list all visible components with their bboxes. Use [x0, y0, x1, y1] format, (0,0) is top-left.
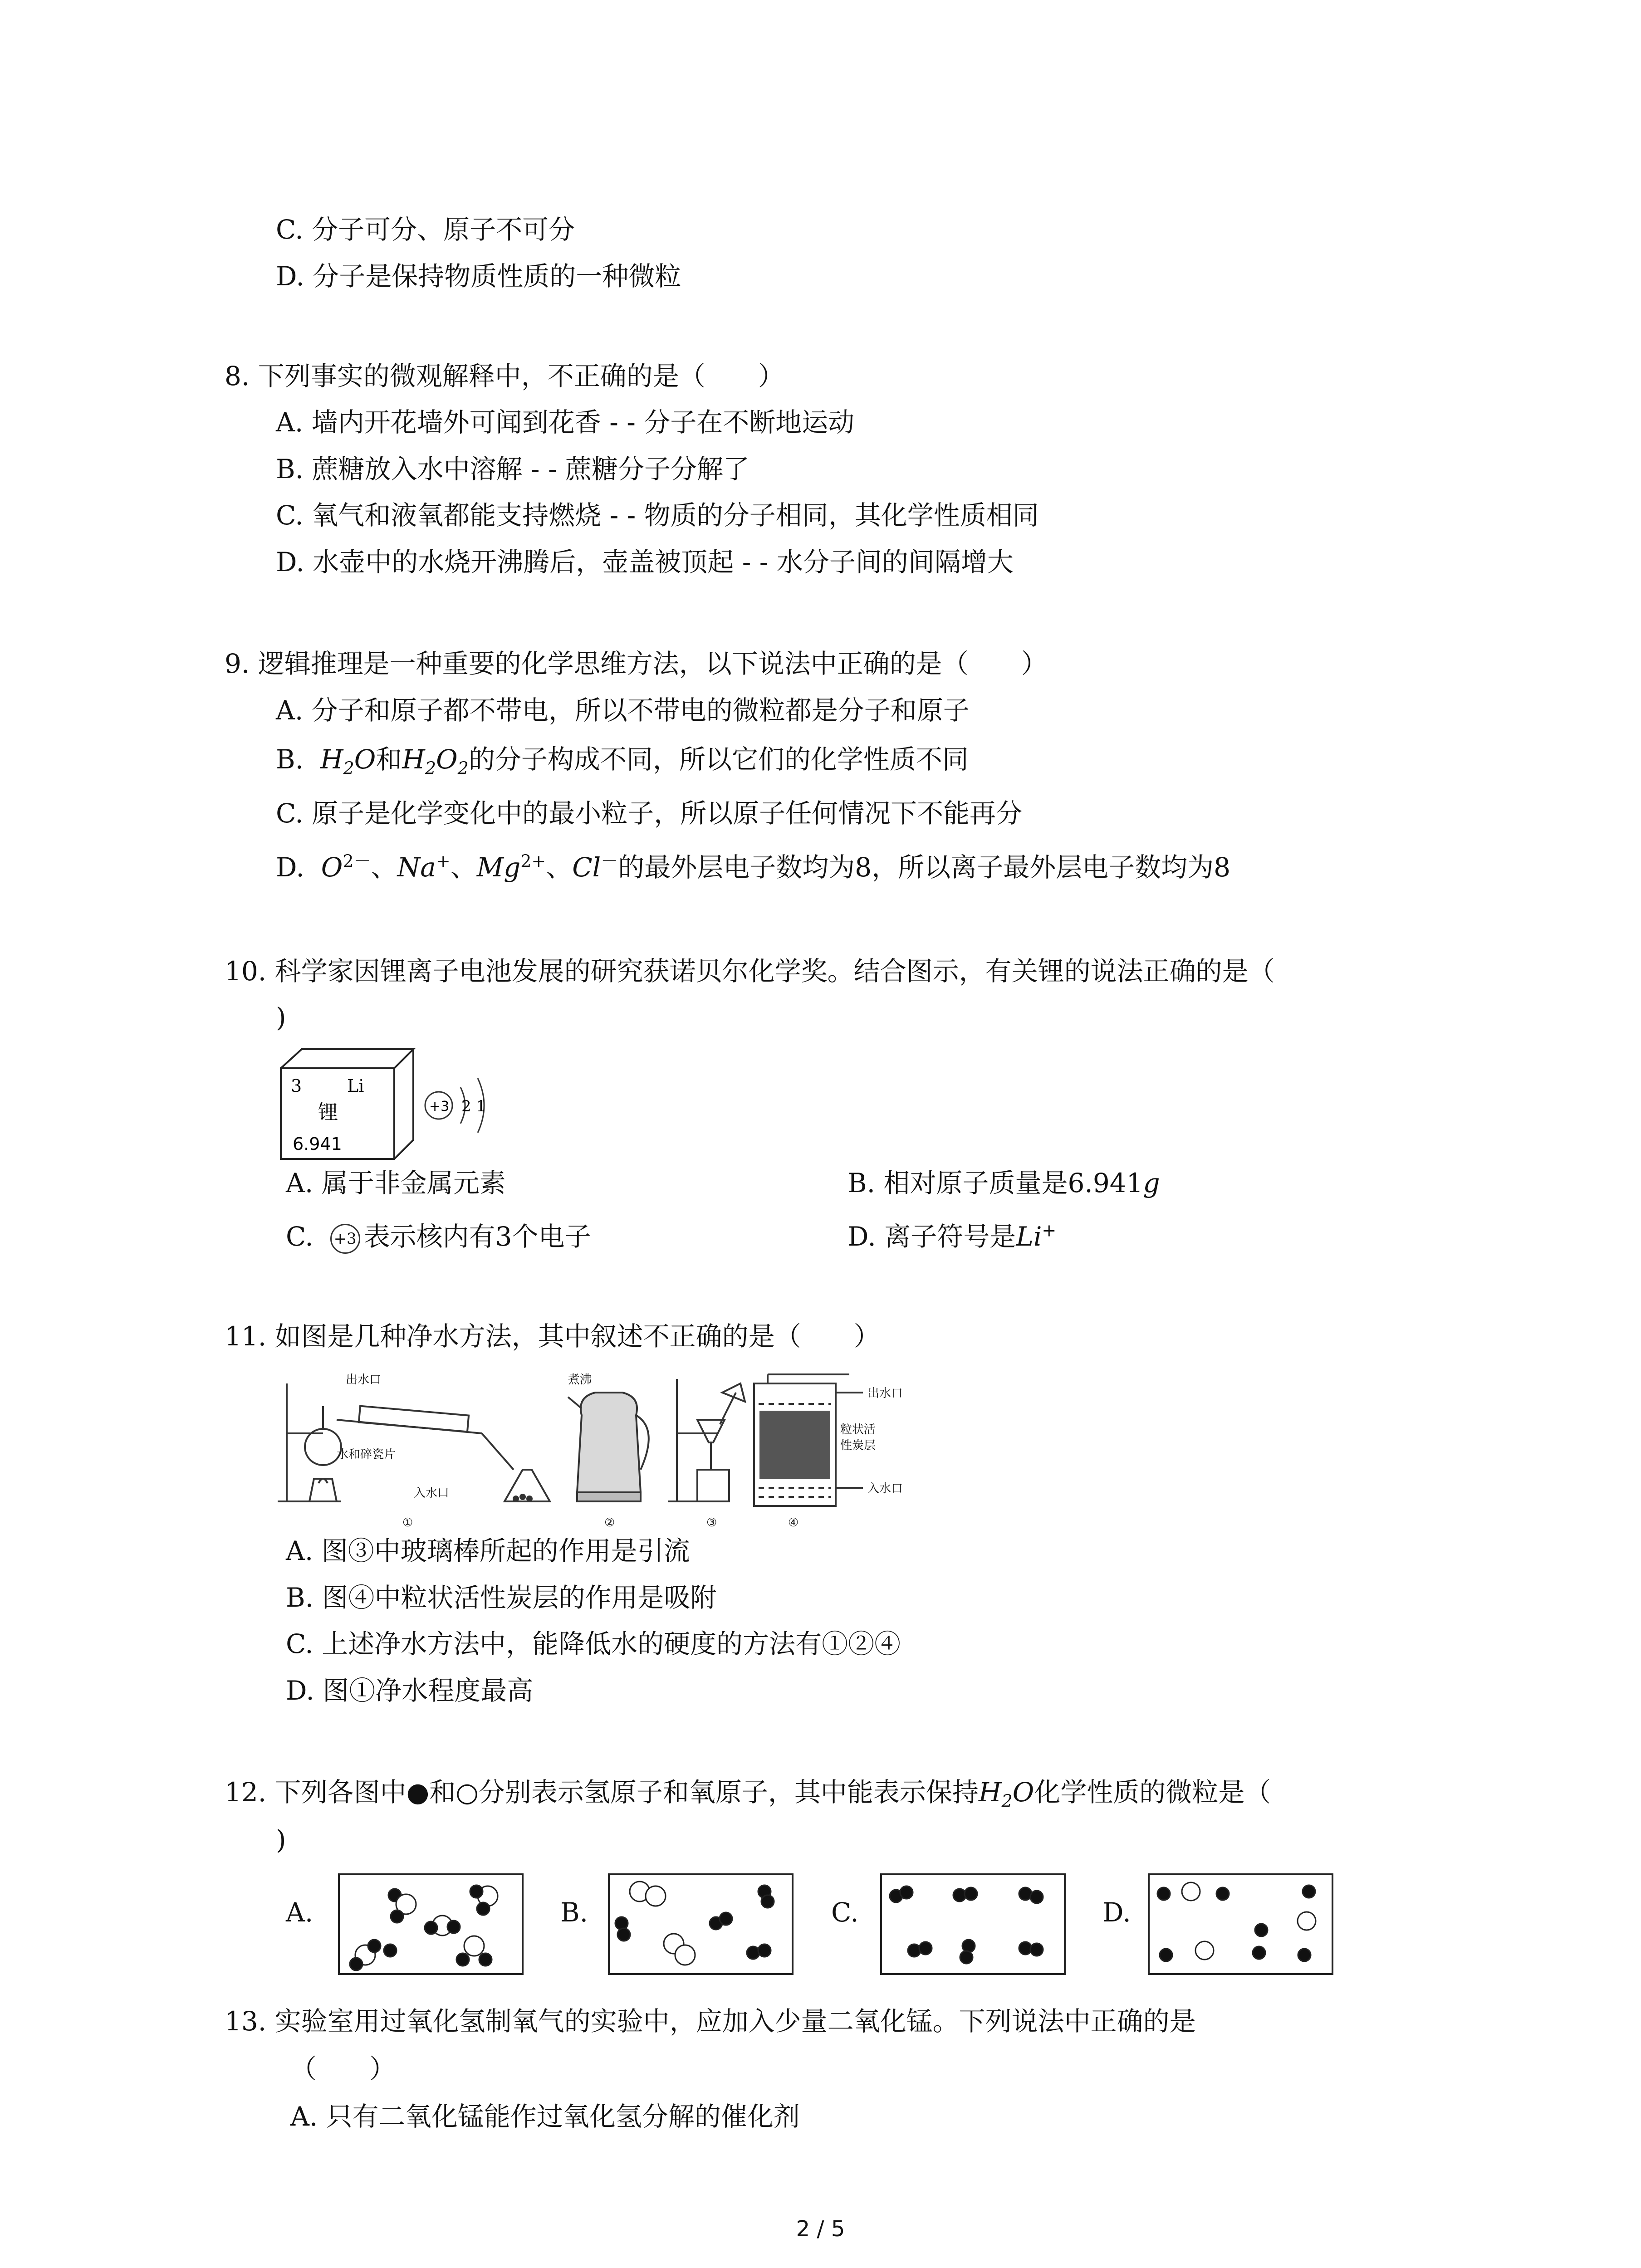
element-symbol: Li	[347, 1076, 364, 1096]
q8-stem: 8. 下列事实的微观解释中，不正确的是（ ）	[225, 361, 784, 391]
formula-sub: 2	[425, 758, 436, 778]
q9-stem: 9. 逻辑推理是一种重要的化学思维方法，以下说法中正确的是（ ）	[225, 648, 1048, 679]
q12-box-d	[1148, 1873, 1338, 1978]
label-outlet-right: 出水口	[867, 1387, 903, 1400]
q11-option-b: B. 图④中粒状活性炭层的作用是吸附	[286, 1582, 717, 1613]
q13-stem: 13. 实验室用过氧化氢制氧气的实验中，应加入少量二氧化锰。下列说法中正确的是	[225, 2006, 1196, 2037]
label-inlet-left: 入水口	[414, 1486, 450, 1500]
q8-option-b: B. 蔗糖放入水中溶解 - - 蔗糖分子分解了	[276, 454, 750, 484]
q7-option-d: D. 分子是保持物质性质的一种微粒	[276, 261, 681, 292]
formula-h: H	[320, 744, 343, 775]
formula-o: O	[1012, 1777, 1034, 1808]
q7-option-c: C. 分子可分、原子不可分	[276, 214, 575, 245]
lithium-element-figure	[279, 1046, 501, 1163]
q10-stem: 10. 科学家因锂离子电池发展的研究获诺贝尔化学奖。结合图示，有关锂的说法正确的是（	[225, 956, 1275, 987]
ion-charge: 2+	[520, 851, 546, 871]
atom-structure-diagram	[425, 1078, 486, 1133]
separator: 、	[546, 852, 573, 883]
q10-option-d-text: D. 离子符号是	[847, 1221, 1016, 1252]
q8-option-d: D. 水壶中的水烧开沸腾后，壶盖被顶起 - - 水分子间的间隔增大	[276, 547, 1014, 577]
formula-o: O	[354, 744, 376, 775]
q9-option-b-letter: B.	[276, 744, 304, 775]
q10-option-c-letter: C.	[286, 1221, 314, 1252]
ion-mg: Mg	[476, 852, 521, 883]
label-water-chips: 水和碎瓷片	[337, 1448, 396, 1461]
unit-g: g	[1143, 1168, 1160, 1198]
q10-option-c	[286, 1220, 591, 1254]
q12-box-b	[608, 1873, 798, 1978]
q11-option-a: A. 图③中玻璃棒所起的作用是引流	[286, 1535, 690, 1566]
q10-option-a: A. 属于非金属元素	[286, 1168, 506, 1198]
figure-number-1: ①	[402, 1516, 413, 1530]
label-inlet-right: 入水口	[867, 1482, 903, 1496]
figure-number-4: ④	[788, 1516, 799, 1530]
q8-option-c: C. 氧气和液氧都能支持燃烧 - - 物质的分子相同，其化学性质相同	[276, 500, 1039, 531]
atomic-number: 3	[291, 1076, 302, 1096]
formula-sub: 2	[343, 758, 354, 778]
q10-stem-cont: )	[276, 1002, 286, 1033]
ion-na: Na	[397, 852, 436, 883]
label-carbon2: 性炭层	[840, 1439, 876, 1452]
q12-label-c: C.	[831, 1897, 859, 1928]
formula-h: H	[402, 744, 425, 775]
q12-label-a: A.	[286, 1897, 314, 1928]
element-name: 锂	[318, 1101, 338, 1124]
label-outlet-top: 出水口	[346, 1373, 382, 1387]
q10-option-b	[847, 1167, 1160, 1199]
nucleus-charge: +3	[429, 1099, 450, 1114]
q12-label-b: B.	[560, 1897, 588, 1928]
ion-charge: 2－	[343, 851, 371, 871]
q9-option-b-text: 的分子构成不同，所以它们的化学性质不同	[468, 744, 969, 775]
ion-o: O	[321, 852, 343, 883]
ion-charge: +	[436, 851, 451, 871]
ion-charge: －	[601, 851, 618, 871]
page-number: 2 / 5	[796, 2216, 845, 2242]
q13-option-a: A. 只有二氧化锰能作过氧化氢分解的催化剂	[290, 2101, 800, 2132]
conjunction: 和	[376, 744, 402, 775]
q11-option-c: C. 上述净水方法中，能降低水的硬度的方法有①②④	[286, 1628, 901, 1659]
kettle-boiling	[568, 1393, 649, 1501]
separator: 、	[450, 852, 477, 883]
figure-number-2: ②	[604, 1516, 615, 1530]
q9-option-b	[276, 743, 969, 776]
q12-label-d: D.	[1102, 1897, 1131, 1928]
q10-option-d	[847, 1220, 1056, 1253]
q12-stem-tail: 化学性质的微粒是（	[1034, 1777, 1271, 1808]
formula-sub: 2	[1001, 1791, 1013, 1811]
q9-option-c: C. 原子是化学变化中的最小粒子，所以原子任何情况下不能再分	[276, 798, 1023, 829]
q11-option-d: D. 图①净水程度最高	[286, 1675, 534, 1706]
q13-paren: （ ）	[290, 2053, 396, 2084]
q9-option-a: A. 分子和原子都不带电，所以不带电的微粒都是分子和原子	[276, 695, 970, 726]
q12-stem	[225, 1776, 1271, 1809]
q11-stem: 11. 如图是几种净水方法，其中叙述不正确的是（ ）	[225, 1321, 880, 1352]
label-carbon: 粒状活	[840, 1423, 876, 1437]
separator: 、	[371, 852, 397, 883]
water-purification-figure	[278, 1365, 913, 1533]
label-boil: 煮沸	[568, 1373, 592, 1387]
distillation-apparatus	[278, 1383, 550, 1501]
filtration-apparatus	[668, 1379, 745, 1501]
nucleus-circle-icon: +3	[330, 1224, 360, 1254]
ion-cl: Cl	[572, 852, 601, 883]
atomic-mass: 6.941	[293, 1134, 342, 1154]
q10-option-b-text: B. 相对原子质量是6.941	[847, 1168, 1143, 1198]
electron-shells: 2 1	[461, 1097, 486, 1115]
ion-li: Li	[1016, 1221, 1042, 1252]
q12-stem-head: 12. 下列各图中●和○分别表示氢原子和氧原子，其中能表示保持	[225, 1777, 979, 1808]
formula-sub: 2	[457, 758, 469, 778]
q9-option-d-letter: D.	[276, 852, 304, 883]
formula-h: H	[978, 1777, 1002, 1808]
q12-box-c	[880, 1873, 1071, 1978]
formula-o: O	[436, 744, 458, 775]
figure-number-3: ③	[706, 1516, 717, 1530]
q10-option-c-text: 表示核内有3个电子	[363, 1221, 591, 1252]
q9-option-d-text: 的最外层电子数均为8，所以离子最外层电子数均为8	[618, 852, 1231, 883]
q9-option-d	[276, 851, 1230, 884]
q12-box-a	[338, 1873, 529, 1978]
q8-option-a: A. 墙内开花墙外可闻到花香 - - 分子在不断地运动	[276, 407, 855, 438]
ion-charge: +	[1042, 1220, 1057, 1241]
q12-stem-cont: )	[276, 1824, 286, 1855]
